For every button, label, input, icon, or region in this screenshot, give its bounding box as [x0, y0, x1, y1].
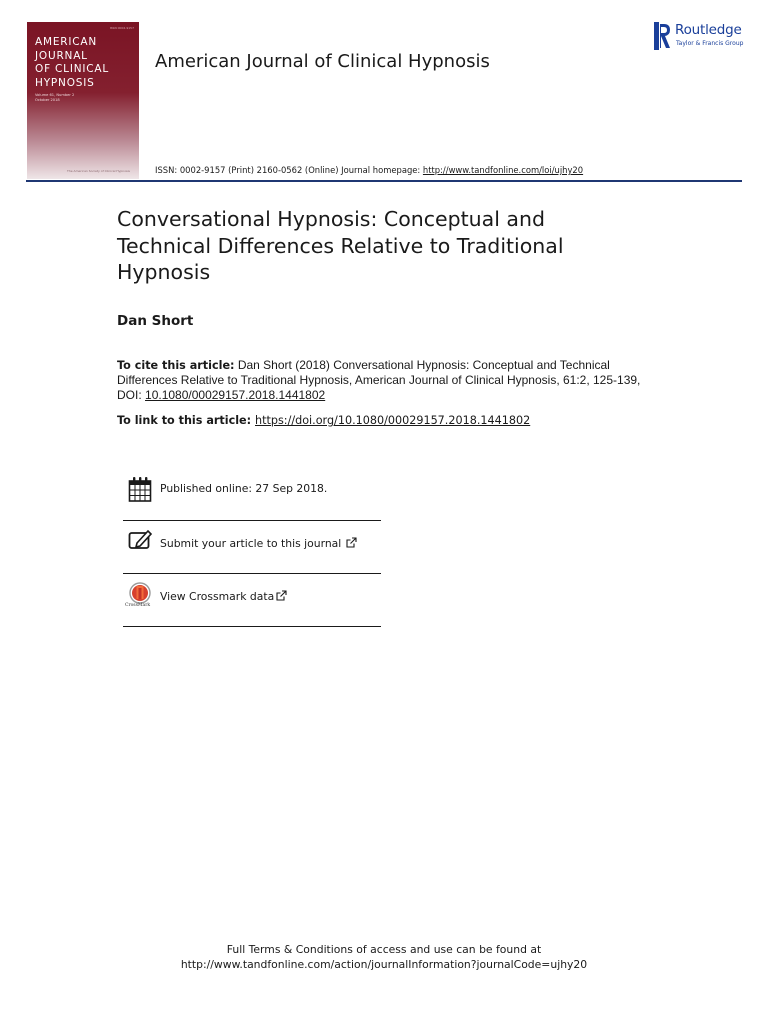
external-link-icon — [346, 537, 357, 548]
calendar-icon — [128, 476, 152, 504]
submit-article-link[interactable] — [160, 537, 357, 550]
cite-text: Dan Short (2018) Conversational Hypnosis: Conceptual and Technical Differences Relative to Traditional Hypnosis, American Journal of Clinical Hypnosis, 61:2, 125-139, DOI: — [117, 358, 641, 403]
row-divider — [123, 520, 381, 521]
article-author: Dan Short — [117, 313, 194, 329]
doi-link[interactable]: 10.1080/00029157.2018.1441802 — [145, 388, 326, 403]
edit-icon — [128, 528, 152, 556]
issn-text: ISSN: 0002-9157 (Print) 2160-0562 (Online) Journal homepage: — [155, 165, 423, 175]
crossmark-link[interactable] — [160, 590, 287, 603]
terms-url[interactable]: http://www.tandfonline.com/action/journalInformation?journalCode=ujhy20 — [180, 958, 588, 971]
link-line — [117, 413, 530, 427]
article-title: Conversational Hypnosis: Conceptual and Technical Differences Relative to Traditional Hypnosis — [117, 207, 564, 284]
cover-corner-text: ISSN 0002-9157 — [109, 26, 134, 30]
terms-text: Full Terms & Conditions of access and use can be found at — [226, 943, 542, 956]
row-divider — [123, 573, 381, 574]
article-url-link[interactable]: https://doi.org/10.1080/00029157.2018.1441802 — [255, 414, 531, 427]
journal-cover-image — [27, 22, 139, 179]
issn-line — [155, 165, 583, 175]
cover-issue-info: Volume 61, Number 2 October 2018 — [35, 93, 75, 102]
cover-footer-text: The American Society of Clinical Hypnosis — [67, 169, 130, 173]
link-label: To link to this article: — [117, 414, 255, 427]
terms-footer — [0, 942, 768, 972]
crossmark-label: View Crossmark data — [160, 590, 275, 603]
published-date: Published online: 27 Sep 2018. — [160, 482, 328, 495]
routledge-logo-icon — [654, 22, 671, 50]
journal-homepage-link[interactable]: http://www.tandfonline.com/loi/ujhy20 — [422, 165, 584, 175]
publisher-name: Routledge — [675, 22, 742, 38]
journal-name: American Journal of Clinical Hypnosis — [155, 51, 490, 72]
publisher-logo[interactable] — [654, 22, 746, 52]
citation-block — [117, 358, 657, 404]
cite-label: To cite this article: — [117, 359, 235, 372]
header-divider — [26, 180, 742, 182]
external-link-icon — [276, 590, 287, 601]
cover-title: AMERICAN JOURNAL OF CLINICAL HYPNOSIS — [35, 36, 110, 89]
crossmark-logo-text: CrossMark — [125, 603, 151, 608]
submit-label: Submit your article to this journal — [160, 537, 342, 550]
row-divider — [123, 626, 381, 627]
publisher-subtitle: Taylor & Francis Group — [676, 40, 744, 47]
